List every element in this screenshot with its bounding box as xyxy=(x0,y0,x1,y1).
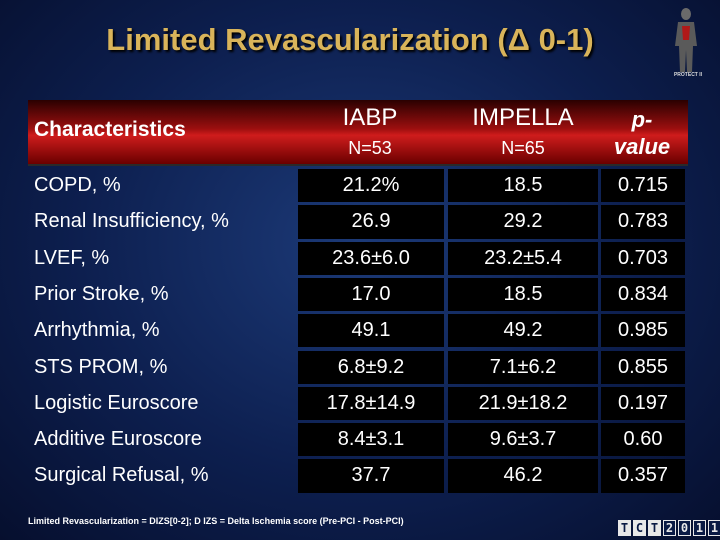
table-cell-p: 0.855 xyxy=(617,355,669,378)
tct-letter: C xyxy=(633,520,646,536)
table-cell-p: 0.197 xyxy=(617,391,669,414)
table-cell-impella: 29.2 xyxy=(503,210,543,233)
tct-letter: T xyxy=(648,520,661,536)
protect-ii-logo-figure xyxy=(670,6,702,74)
page-title: Limited Revascularization (Δ 0-1) xyxy=(106,22,594,57)
header-iabp-n: N=53 xyxy=(348,138,392,158)
table-cell-iabp: 23.6±6.0 xyxy=(332,246,410,269)
table-cell-impella: 23.2±5.4 xyxy=(484,246,562,269)
table-cell-iabp: 17.8±14.9 xyxy=(326,391,416,414)
table-cell-p: 0.703 xyxy=(617,246,669,269)
row-label: Additive Euroscore xyxy=(34,428,202,451)
header-impella: IMPELLA xyxy=(472,104,574,131)
header-p-value-line2: value xyxy=(613,134,671,159)
table-cell-iabp: 37.7 xyxy=(351,464,391,487)
tct-letter: 0 xyxy=(678,520,691,536)
table-cell-iabp: 21.2% xyxy=(342,174,400,196)
tct-letter: 1 xyxy=(708,520,720,536)
table-cell-iabp: 26.9 xyxy=(351,210,391,233)
tct-letter: T xyxy=(618,520,631,536)
table-cell-impella: 49.2 xyxy=(503,319,543,342)
row-label: Renal Insufficiency, % xyxy=(34,210,229,233)
tct-letter: 1 xyxy=(693,520,706,536)
header-impella-n: N=65 xyxy=(501,138,545,158)
tct-2011-logo xyxy=(618,520,720,538)
logo-caption: PROTECT II xyxy=(673,72,703,78)
table-cell-iabp: 17.0 xyxy=(351,282,391,305)
table-cell-p: 0.357 xyxy=(617,464,669,487)
footnote: Limited Revascularization = DIZS[0-2]; D IZS = Delta Ischemia score (Pre-PCI - Post-PCI) xyxy=(28,516,404,526)
tct-letter: 2 xyxy=(663,520,676,536)
row-label: LVEF, % xyxy=(34,246,110,269)
table-cell-iabp: 8.4±3.1 xyxy=(337,428,405,451)
table-cell-p: 0.783 xyxy=(617,210,669,233)
table-cell-iabp: 6.8±9.2 xyxy=(337,355,405,378)
table-cell-impella: 18.5 xyxy=(503,282,543,305)
row-label: Logistic Euroscore xyxy=(34,391,199,414)
table-cell-impella: 21.9±18.2 xyxy=(478,391,568,414)
row-label: STS PROM, % xyxy=(34,355,168,378)
table-cell-p: 0.834 xyxy=(617,282,669,305)
table-cell-impella: 7.1±6.2 xyxy=(489,355,557,378)
table-cell-impella: 18.5 xyxy=(503,174,543,196)
table-cell-p: 0.715 xyxy=(617,174,669,196)
header-p-value-line1: p- xyxy=(631,107,653,132)
table-cell-p: 0.60 xyxy=(623,428,663,451)
table-cell-iabp: 49.1 xyxy=(351,319,391,342)
header-iabp: IABP xyxy=(342,104,398,131)
table-cell-impella: 46.2 xyxy=(503,464,543,487)
row-label: COPD, % xyxy=(34,174,121,196)
row-label: Prior Stroke, % xyxy=(34,282,169,305)
row-label: Arrhythmia, % xyxy=(34,319,160,342)
table-cell-impella: 9.6±3.7 xyxy=(489,428,557,451)
header-p-value xyxy=(600,106,684,160)
row-label: Surgical Refusal, % xyxy=(34,464,209,487)
header-characteristics: Characteristics xyxy=(34,118,186,141)
table-cell-p: 0.985 xyxy=(617,319,669,342)
